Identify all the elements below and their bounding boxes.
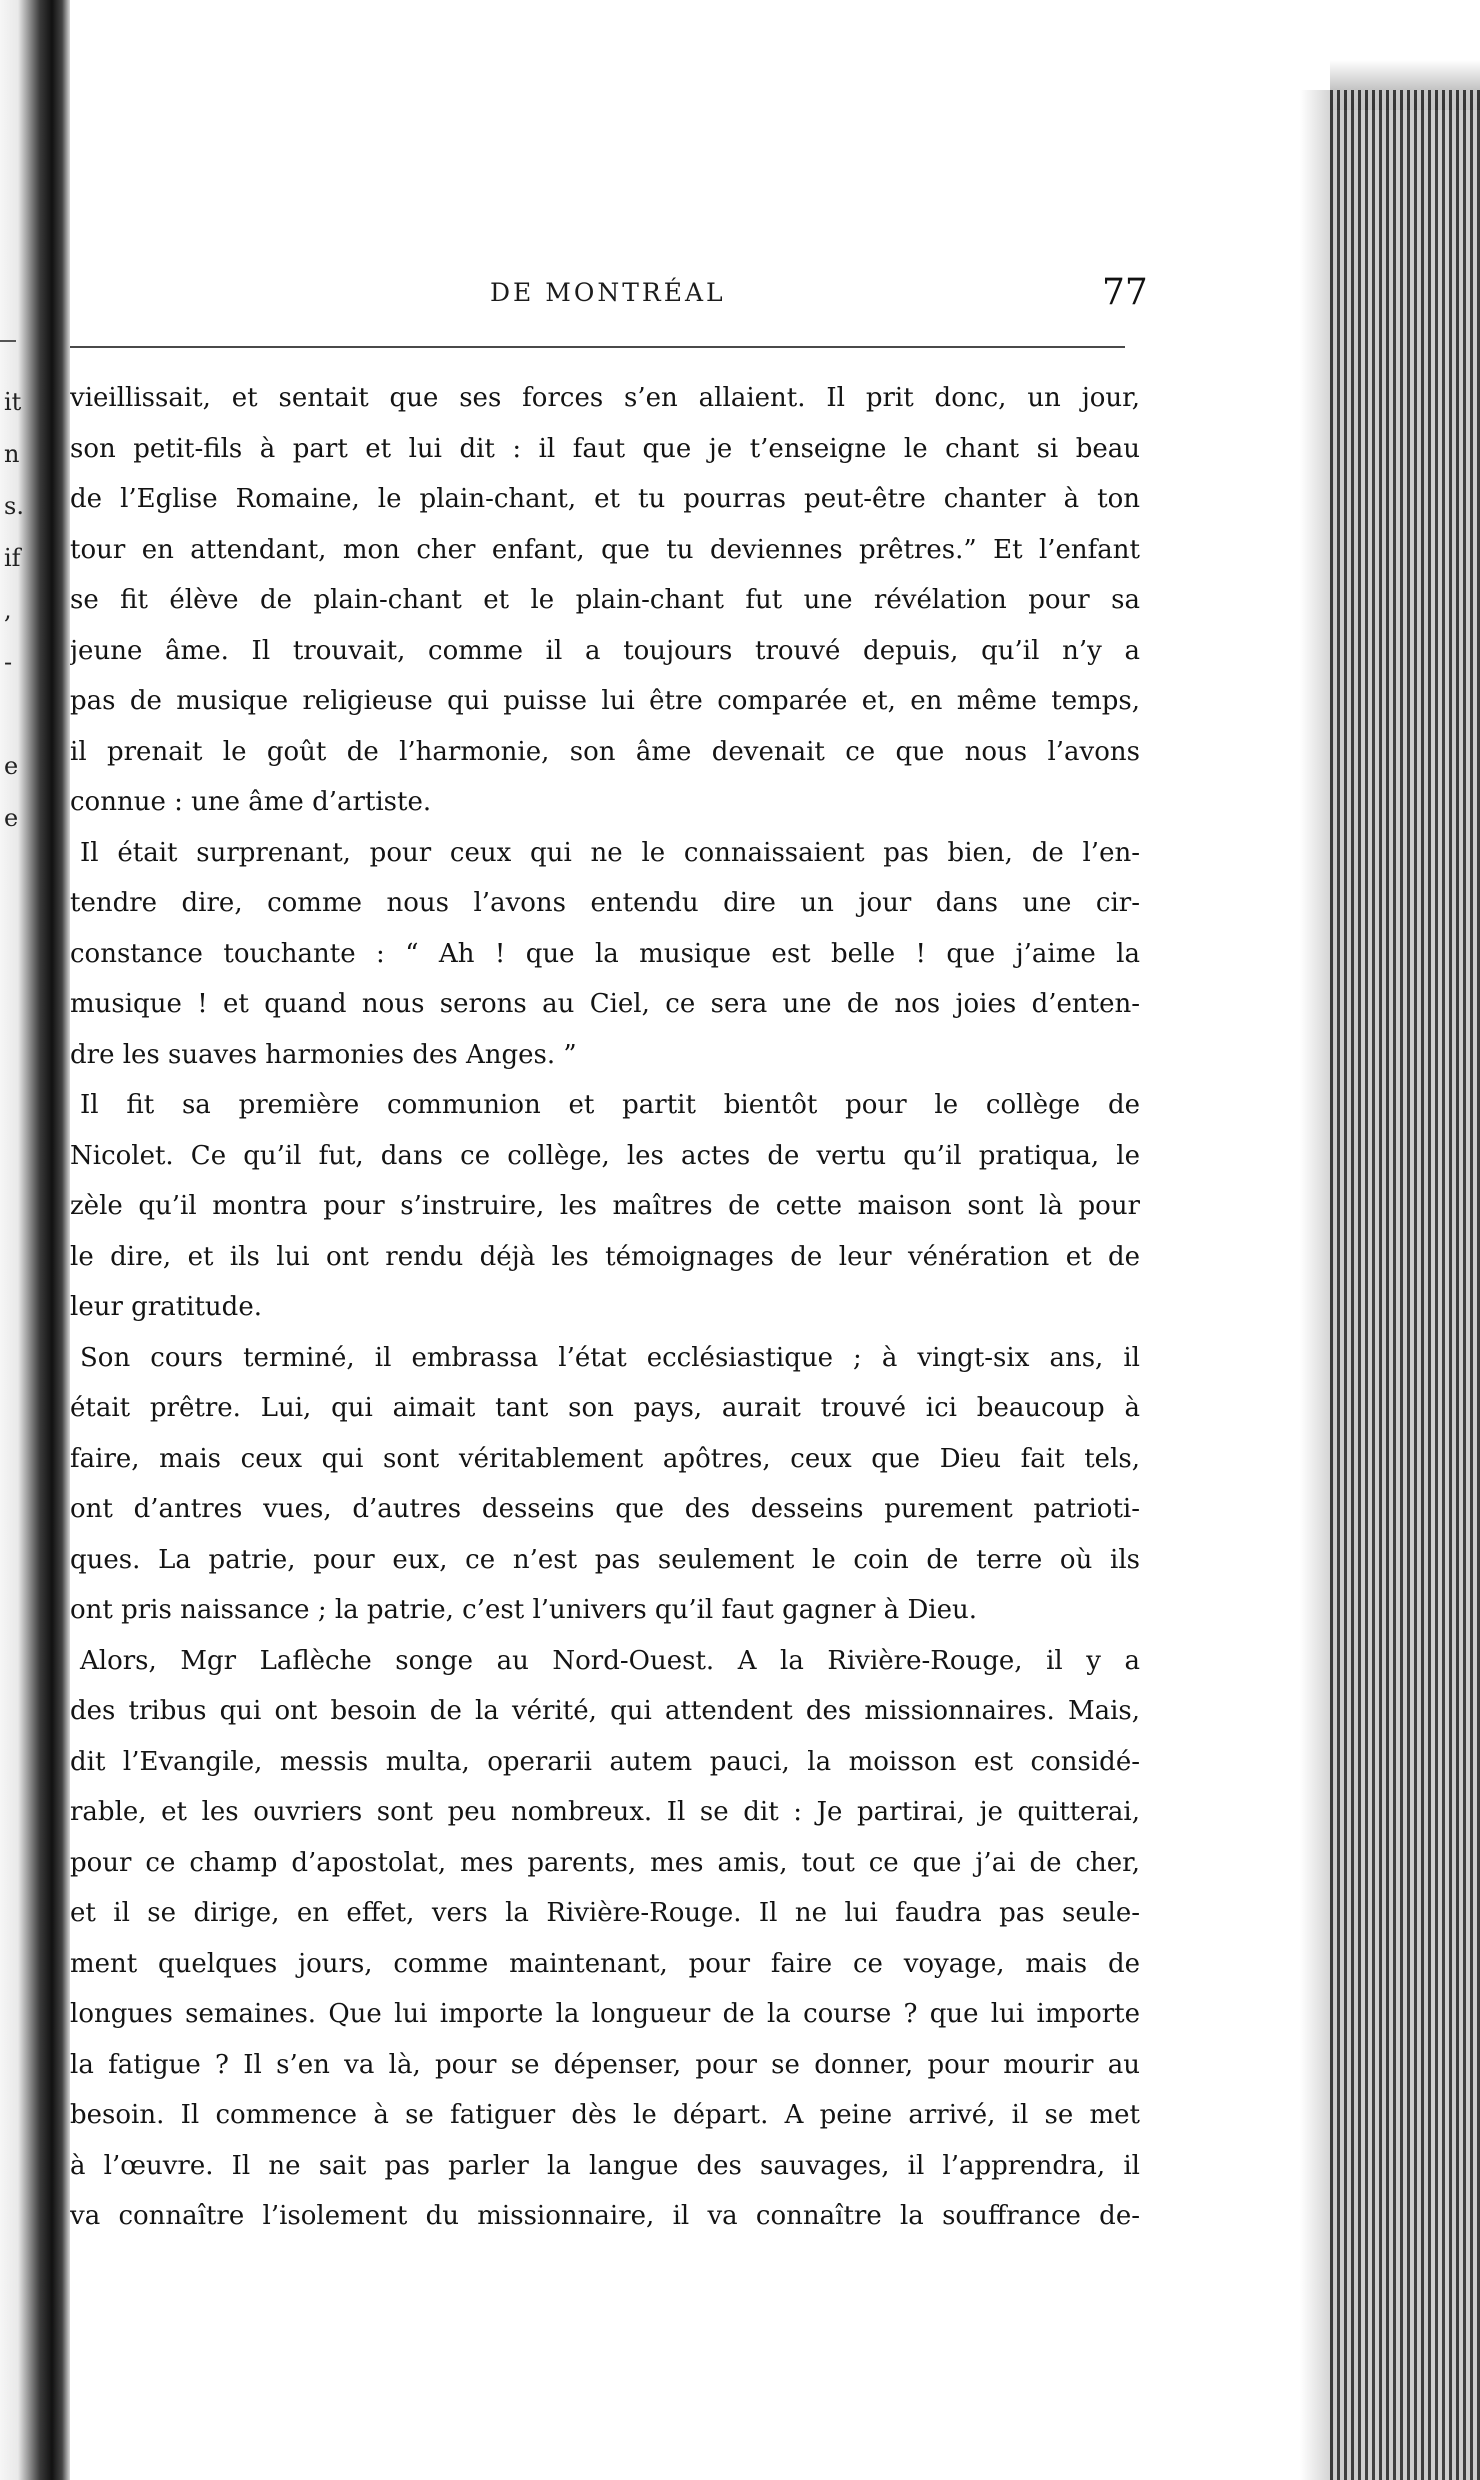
text-line: se fit élève de plain-chant et le plain-chant fut une révélation pour sa	[70, 585, 1140, 615]
text-line: ont pris naissance ; la patrie, c’est l’univers qu’il faut gagner à Dieu.	[70, 1595, 978, 1625]
fragment-text: it	[4, 388, 22, 416]
text-line: connue : une âme d’artiste.	[70, 787, 432, 817]
previous-page-rule	[0, 340, 16, 342]
text-line: pour ce champ d’apostolat, mes parents, mes amis, tout ce que j’ai de cher,	[70, 1847, 1140, 1878]
page-number: 77	[1102, 272, 1148, 313]
running-head	[70, 272, 1310, 328]
text-line: et il se dirige, en effet, vers la Rivière-Rouge. Il ne lui faudra pas seule-	[70, 1898, 1140, 1928]
text-line: besoin. Il commence à se fatiguer dès le départ. A peine arrivé, il se met	[70, 2100, 1140, 2130]
text-line: ment quelques jours, comme maintenant, pour faire ce voyage, mais de	[70, 1948, 1140, 1979]
text-line: dit l’Evangile, messis multa, operarii autem pauci, la moisson est considé-	[70, 1746, 1140, 1777]
text-line: à l’œuvre. Il ne sait pas parler la langue des sauvages, il l’apprendra, il	[70, 2150, 1140, 2181]
paragraph	[70, 1080, 1140, 1333]
fragment-text: n	[4, 440, 20, 468]
text-line: va connaître l’isolement du missionnaire, il va connaître la souffrance de-	[70, 2201, 1140, 2231]
page-text-body	[70, 373, 1140, 2242]
text-line: faire, mais ceux qui sont véritablement apôtres, ceux que Dieu fait tels,	[70, 1443, 1140, 1474]
text-line: tendre dire, comme nous l’avons entendu dire un jour dans une cir-	[70, 888, 1140, 918]
text-line: Il était surprenant, pour ceux qui ne le connaissaient pas bien, de l’en-	[80, 837, 1140, 868]
text-line: constance touchante : “ Ah ! que la musique est belle ! que j’aime la	[70, 938, 1140, 969]
text-line: zèle qu’il montra pour s’instruire, les maîtres de cette maison sont là pour	[70, 1191, 1140, 1221]
text-line: Alors, Mgr Laflèche songe au Nord-Ouest. A la Rivière-Rouge, il y a	[80, 1645, 1140, 1676]
text-line: musique ! et quand nous serons au Ciel, ce sera une de nos joies d’enten-	[70, 989, 1140, 1019]
text-line: ont d’antres vues, d’autres desseins que des desseins purement patrioti-	[70, 1494, 1140, 1524]
text-line: dre les suaves harmonies des Anges. ”	[70, 1039, 577, 1070]
fragment-text: -	[4, 648, 13, 676]
text-line: Nicolet. Ce qu’il fut, dans ce collège, les actes de vertu qu’il pratiqua, le	[70, 1140, 1140, 1171]
text-line: tour en attendant, mon cher enfant, que tu deviennes prêtres.” Et l’enfant	[70, 534, 1140, 565]
text-line: il prenait le goût de l’harmonie, son âme devenait ce que nous l’avons	[70, 736, 1140, 767]
fragment-text: s.	[4, 492, 24, 520]
text-line: vieillissait, et sentait que ses forces s’en allaient. Il prit donc, un jour,	[70, 383, 1140, 413]
text-line: jeune âme. Il trouvait, comme il a toujours trouvé depuis, qu’il n’y a	[70, 635, 1140, 666]
paragraph	[70, 828, 1140, 1081]
text-line: Son cours terminé, il embrassa l’état ecclésiastique ; à vingt-six ans, il	[80, 1342, 1140, 1373]
text-line: était prêtre. Lui, qui aimait tant son pays, aurait trouvé ici beaucoup à	[70, 1393, 1140, 1423]
book-page	[70, 0, 1310, 2480]
text-line: son petit-fils à part et lui dit : il faut que je t’enseigne le chant si beau	[70, 433, 1140, 464]
text-line: des tribus qui ont besoin de la vérité, qui attendent des missionnaires. Mais,	[70, 1696, 1140, 1726]
previous-page-fragment	[0, 0, 44, 2480]
text-line: rable, et les ouvriers sont peu nombreux. Il se dit : Je partirai, je quitterai,	[70, 1797, 1140, 1827]
fragment-text: e	[4, 804, 19, 832]
fragment-text: ,	[4, 596, 12, 624]
fragment-text: e	[4, 752, 19, 780]
text-line: la fatigue ? Il s’en va là, pour se dépenser, pour se donner, pour mourir au	[70, 2049, 1140, 2080]
text-line: longues semaines. Que lui importe la longueur de la course ? que lui importe	[70, 1999, 1140, 2029]
text-line: Il fit sa première communion et partit bientôt pour le collège de	[80, 1090, 1140, 1120]
text-line: le dire, et ils lui ont rendu déjà les témoignages de leur vénération et de	[70, 1241, 1140, 1272]
stacked-page-edges	[1330, 90, 1480, 2480]
paragraph	[70, 1636, 1140, 2242]
paragraph	[70, 373, 1140, 828]
text-line: ques. La patrie, pour eux, ce n’est pas seulement le coin de terre où ils	[70, 1544, 1140, 1575]
paragraph	[70, 1333, 1140, 1636]
text-line: pas de musique religieuse qui puisse lui être comparée et, en même temps,	[70, 686, 1140, 716]
text-line: de l’Eglise Romaine, le plain-chant, et tu pourras peut-être chanter à ton	[70, 484, 1140, 514]
running-head-title: DE MONTRÉAL	[490, 278, 726, 307]
text-line: leur gratitude.	[70, 1292, 262, 1322]
header-rule	[70, 346, 1125, 348]
fragment-text: if	[4, 544, 21, 572]
